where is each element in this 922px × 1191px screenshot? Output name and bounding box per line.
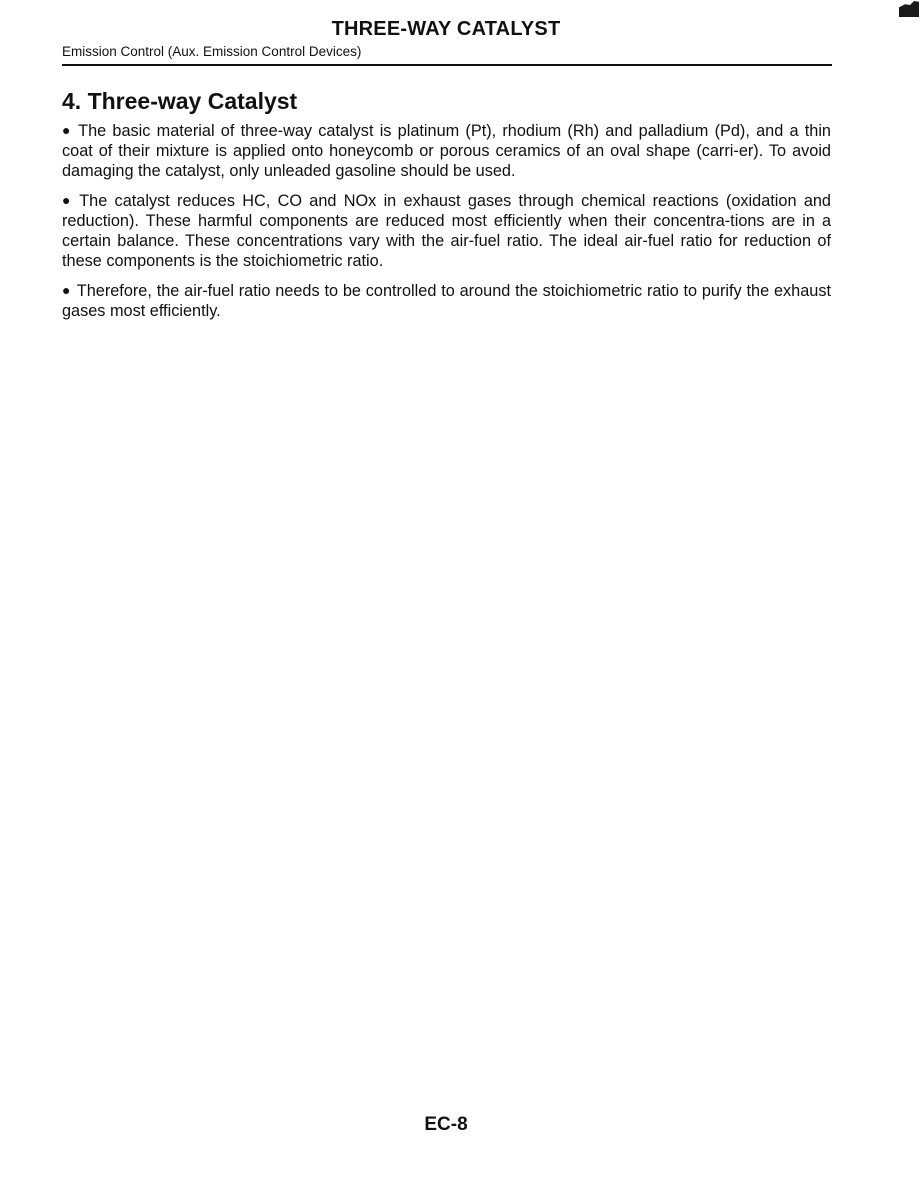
bullet-icon: ● bbox=[62, 282, 71, 298]
section-heading: 4. Three-way Catalyst bbox=[62, 88, 298, 114]
section-content bbox=[62, 121, 831, 331]
bullet-icon: ● bbox=[62, 122, 73, 138]
page-header-subtitle: Emission Control (Aux. Emission Control Devices) bbox=[62, 44, 362, 59]
paragraph-text: The catalyst reduces HC, CO and NOx in exhaust gases through chemical reactions (oxidation and reduction). These harmful components are reduced most efficiently when their concentra-tions are in a certain balance. These concentrations vary with the air-fuel ratio. The ideal air-fuel ratio for reduction of these components is the stoichiometric ratio. bbox=[62, 192, 831, 270]
corner-mark-icon bbox=[899, 1, 919, 17]
bullet-paragraph-3 bbox=[62, 281, 831, 321]
bullet-paragraph-1 bbox=[62, 121, 831, 181]
bullet-paragraph-2 bbox=[62, 191, 831, 271]
page-number: EC-8 bbox=[424, 1114, 468, 1135]
header-divider bbox=[62, 64, 832, 66]
bullet-icon: ● bbox=[62, 192, 74, 208]
page-header-title: THREE-WAY CATALYST bbox=[331, 18, 561, 40]
paragraph-text: Therefore, the air-fuel ratio needs to be controlled to around the stoichiometric ratio to purify the exhaust gases most efficiently. bbox=[62, 282, 831, 320]
paragraph-text: The basic material of three-way catalyst is platinum (Pt), rhodium (Rh) and palladium (Pd), and a thin coat of their mixture is applied onto honeycomb or porous ceramics of an oval shape (carri-er). To avoid damaging the catalyst, only unleaded gasoline should be used. bbox=[62, 122, 831, 180]
